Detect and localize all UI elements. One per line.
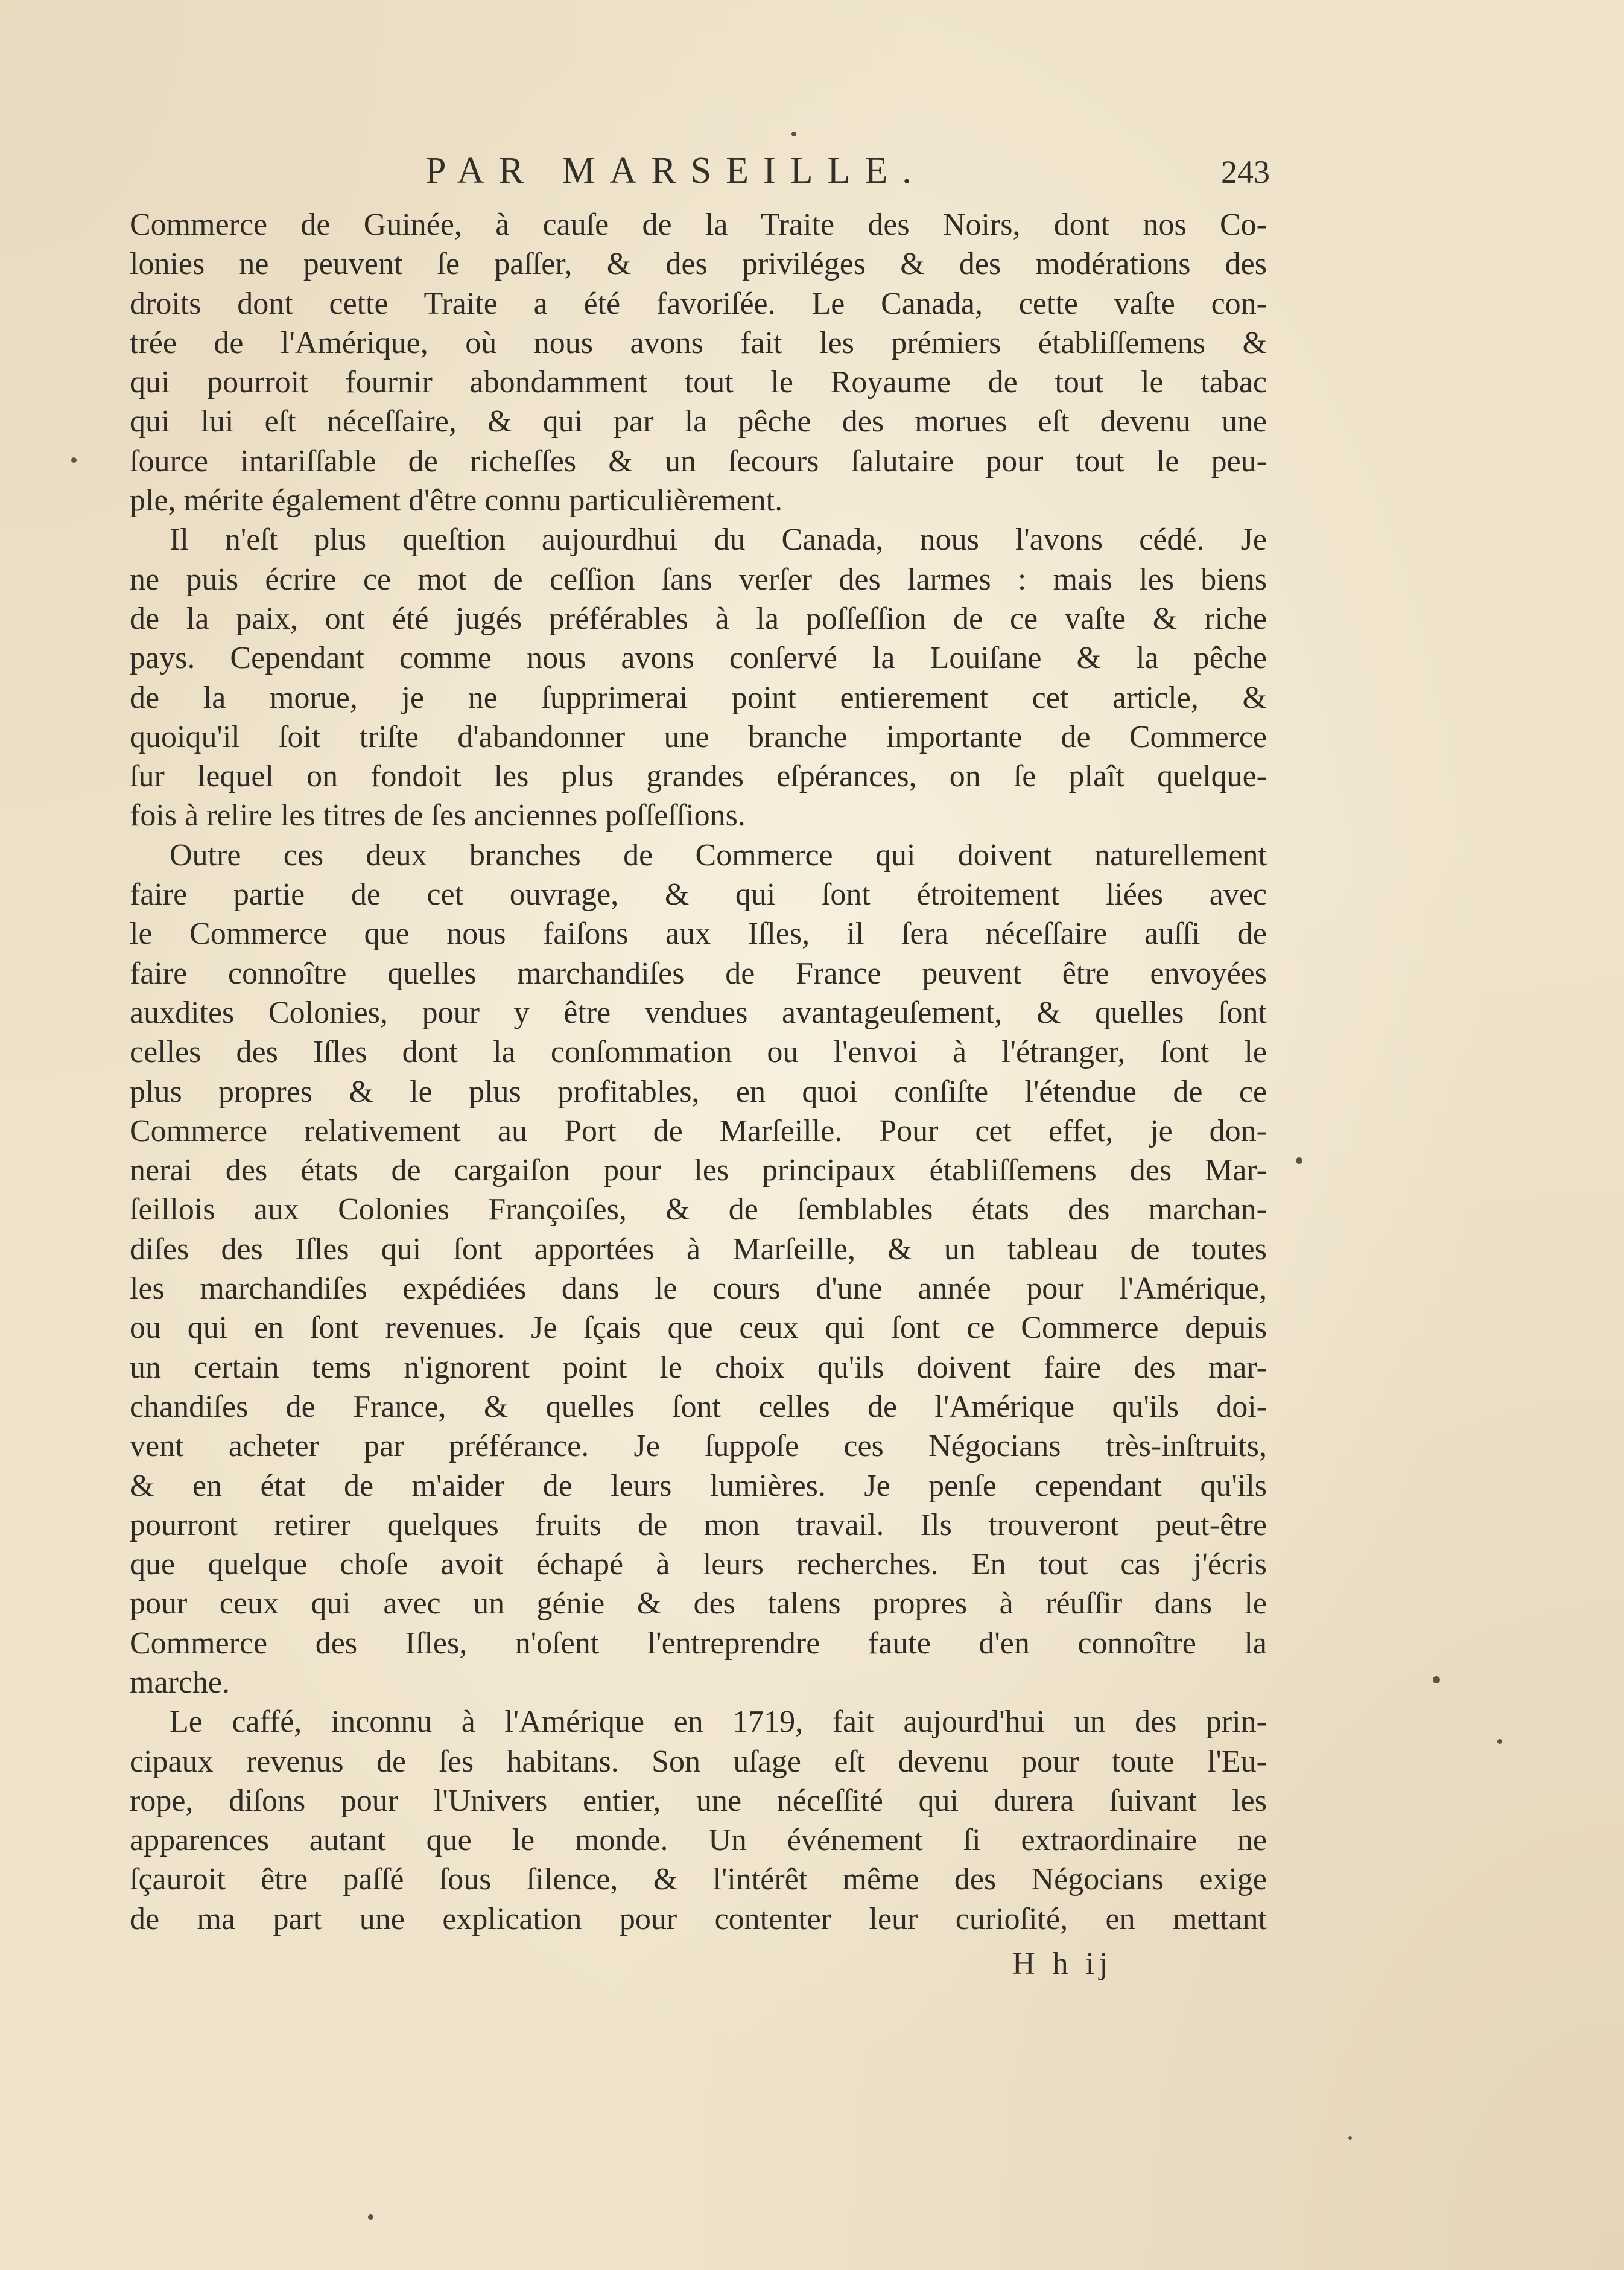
running-head: [130, 150, 1270, 198]
text-line: faire connoître quelles marchandiſes de France peuvent être envoyées: [130, 956, 1267, 991]
signature-mark: H h ij: [1012, 1947, 1113, 1981]
text-line: & en état de m'aider de leurs lumières. Je penſe cependant qu'ils: [130, 1468, 1267, 1503]
text-line: rope, diſons pour l'Univers entier, une néceſſité qui durera ſuivant les: [130, 1783, 1267, 1818]
paper-speck: [368, 2214, 373, 2220]
text-line: celles des Iſles dont la conſommation ou l'envoi à l'étranger, ſont le: [130, 1035, 1267, 1070]
body-text: [130, 205, 1267, 1939]
text-line: auxdites Colonies, pour y être vendues avantageuſement, & quelles ſont: [130, 995, 1267, 1030]
text-line: Il n'eſt plus queſtion aujourdhui du Canada, nous l'avons cédé. Je: [170, 523, 1267, 558]
text-line: les marchandiſes expédiées dans le cours d'une année pour l'Amérique,: [130, 1271, 1267, 1306]
text-line: apparences autant que le monde. Un événement ſi extraordinaire ne: [130, 1823, 1267, 1858]
text-line: qui pourroit fournir abondamment tout le Royaume de tout le tabac: [130, 365, 1267, 400]
text-line: pour ceux qui avec un génie & des talens propres à réuſſir dans le: [130, 1586, 1267, 1621]
paper-speck: [791, 132, 796, 136]
text-line: de la morue, je ne ſupprimerai point entierement cet article, &: [130, 680, 1267, 715]
text-line: nerai des états de cargaiſon pour les principaux établiſſemens des Mar-: [130, 1153, 1267, 1188]
text-line: ſource intariſſable de richeſſes & un ſecours ſalutaire pour tout le peu-: [130, 444, 1267, 478]
text-line: faire partie de cet ouvrage, & qui ſont étroitement liées avec: [130, 877, 1267, 912]
text-line: trée de l'Amérique, où nous avons fait les prémiers établiſſemens &: [130, 325, 1267, 360]
text-line: Commerce de Guinée, à cauſe de la Traite des Noirs, dont nos Co-: [130, 208, 1267, 242]
text-line: de ma part une explication pour contenter leur curioſité, en mettant: [130, 1901, 1267, 1936]
text-line: marche.: [130, 1665, 230, 1700]
page-number: 243: [1221, 154, 1270, 190]
paper-speck: [71, 457, 77, 463]
text-line: vent acheter par préférance. Je ſuppoſe ces Négocians très-inſtruits,: [130, 1429, 1267, 1464]
text-line: que quelque choſe avoit échapé à leurs recherches. En tout cas j'écris: [130, 1547, 1267, 1582]
text-line: ſeillois aux Colonies Françoiſes, & de ſemblables états des marchan-: [130, 1192, 1267, 1227]
text-line: chandiſes de France, & quelles ſont celles de l'Amérique qu'ils doi-: [130, 1389, 1267, 1424]
paper-speck: [1433, 1676, 1440, 1683]
text-line: quoiqu'il ſoit triſte d'abandonner une branche importante de Commerce: [130, 719, 1267, 754]
text-line: Le caffé, inconnu à l'Amérique en 1719, fait aujourd'hui un des prin-: [170, 1705, 1267, 1740]
text-line: droits dont cette Traite a été favoriſée. Le Canada, cette vaſte con-: [130, 286, 1267, 321]
text-line: ſçauroit être paſſé ſous ſilence, & l'intérêt même des Négocians exige: [130, 1862, 1267, 1897]
text-line: pays. Cependant comme nous avons conſervé la Louiſane & la pêche: [130, 641, 1267, 676]
text-line: lonies ne peuvent ſe paſſer, & des priviléges & des modérations des: [130, 247, 1267, 282]
text-line: diſes des Iſles qui ſont apportées à Marſeille, & un tableau de toutes: [130, 1232, 1267, 1267]
text-line: plus propres & le plus profitables, en quoi conſiſte l'étendue de ce: [130, 1074, 1267, 1109]
paper-speck: [1348, 2136, 1352, 2140]
text-line: qui lui eſt néceſſaire, & qui par la pêche des morues eſt devenu une: [130, 404, 1267, 439]
text-line: un certain tems n'ignorent point le choix qu'ils doivent faire des mar-: [130, 1350, 1267, 1385]
text-line: de la paix, ont été jugés préférables à la poſſeſſion de ce vaſte & riche: [130, 601, 1267, 636]
text-line: fois à relire les titres de ſes anciennes poſſeſſions.: [130, 798, 746, 833]
text-line: le Commerce que nous faiſons aux Iſles, il ſera néceſſaire auſſi de: [130, 917, 1267, 952]
running-head-title: PAR MARSEILLE.: [425, 150, 926, 191]
text-line: ſur lequel on fondoit les plus grandes eſpérances, on ſe plaît quelque-: [130, 759, 1267, 794]
paper-speck: [1497, 1739, 1502, 1744]
text-line: ne puis écrire ce mot de ceſſion ſans verſer des larmes : mais les biens: [130, 562, 1267, 597]
text-line: pourront retirer quelques fruits de mon travail. Ils trouveront peut-être: [130, 1507, 1267, 1542]
text-line: Commerce des Iſles, n'oſent l'entreprendre faute d'en connoître la: [130, 1626, 1267, 1661]
text-line: cipaux revenus de ſes habitans. Son uſage eſt devenu pour toute l'Eu-: [130, 1744, 1267, 1779]
text-line: Outre ces deux branches de Commerce qui doivent naturellement: [170, 838, 1267, 873]
text-line: ou qui en ſont revenues. Je ſçais que ceux qui ſont ce Commerce depuis: [130, 1311, 1267, 1346]
text-line: Commerce relativement au Port de Marſeille. Pour cet effet, je don-: [130, 1113, 1267, 1148]
paper-speck: [1296, 1157, 1302, 1164]
text-line: ple, mérite également d'être connu particulièrement.: [130, 483, 783, 518]
